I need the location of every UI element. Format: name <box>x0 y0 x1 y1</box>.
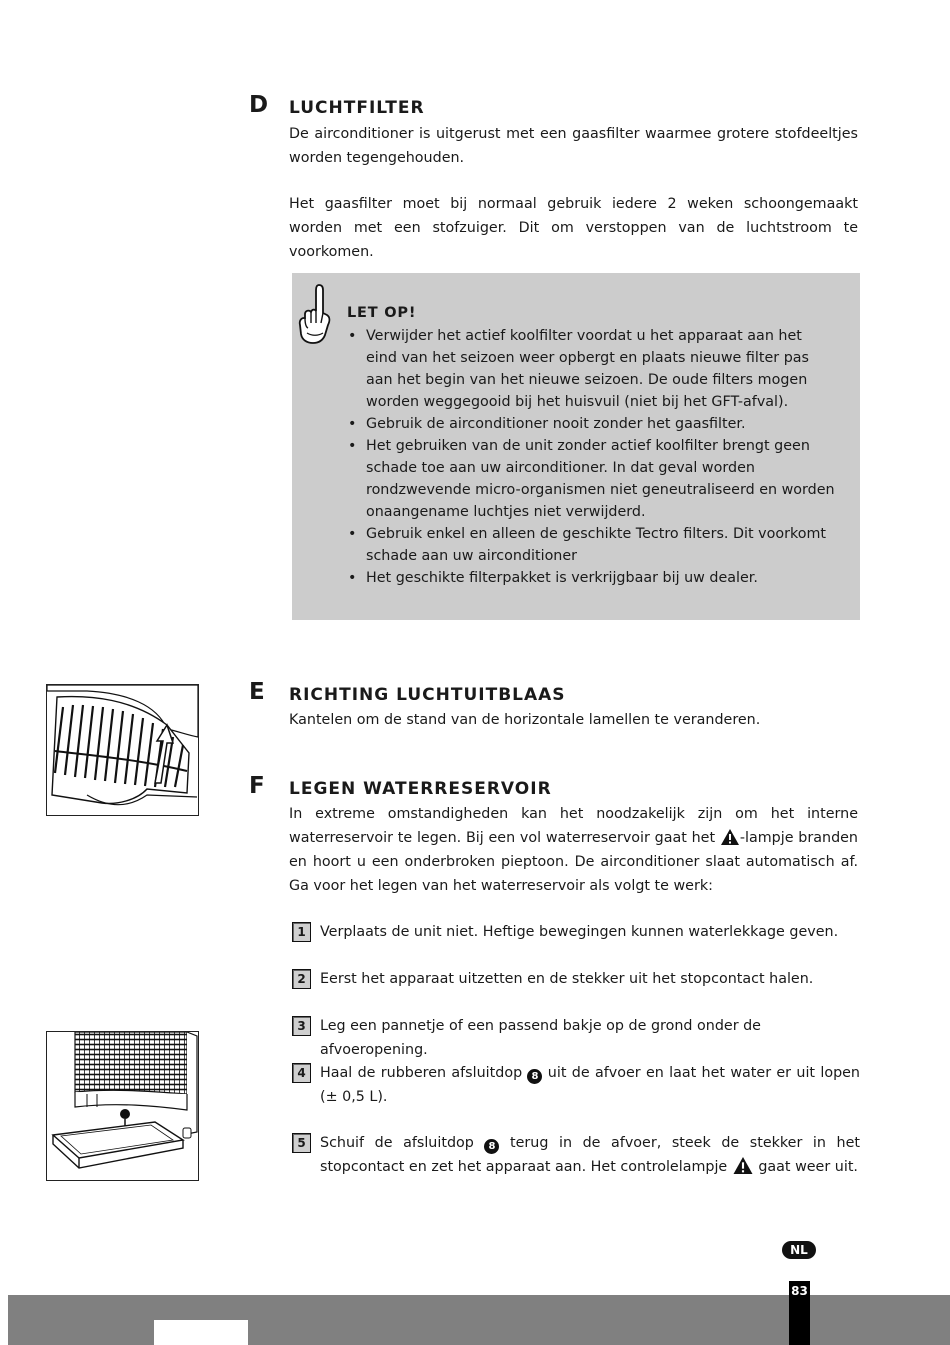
warning-icon <box>732 1156 754 1175</box>
step-5-text-part-2: terug in de afvoer, steek de stekker in het stopcontact en zet het apparaat aan. Het controlelampje <box>320 1135 860 1175</box>
section-f-paragraph <box>289 802 858 898</box>
reference-8-badge: 8 <box>527 1069 542 1084</box>
section-f-paragraph-part-1: In extreme omstandigheden kan het noodzakelijk zijn om het interne waterreservoir te legen. Bij een vol waterreservoir gaat het <box>289 806 858 846</box>
step-1-text: Verplaats de unit niet. Heftige bewegingen kunnen waterlekkage geven. <box>320 924 839 940</box>
section-d-paragraph-2: Het gaasfilter moet bij normaal gebruik iedere 2 weken schoongemaakt worden met een stofzuiger. Dit om verstoppen van de luchtstroom te voorkomen. <box>289 196 858 260</box>
section-e-title: RICHTING LUCHTUITBLAAS <box>289 685 566 705</box>
step-3-number: 3 <box>292 1016 311 1036</box>
reference-8-badge: 8 <box>484 1139 499 1154</box>
section-d-title: LUCHTFILTER <box>289 98 425 118</box>
step-4-number: 4 <box>292 1063 311 1083</box>
note-bullet-list <box>347 325 837 589</box>
step-3-text: Leg een pannetje of een passend bakje op de grond onder de afvoeropening. <box>320 1018 761 1058</box>
step-4-text-part-1: Haal de rubberen afsluitdop <box>320 1065 528 1081</box>
list-item: • Het geschikte filterpakket is verkrijgbaar bij uw dealer. <box>347 567 837 589</box>
step-4-text <box>320 1061 860 1109</box>
list-item: • Gebruik de airconditioner nooit zonder het gaasfilter. <box>347 413 837 435</box>
step-5-text-part-3: gaat weer uit. <box>753 1159 858 1175</box>
section-e-paragraph: Kantelen om de stand van de horizontale lamellen te veranderen. <box>289 712 761 728</box>
water-tray-illustration <box>46 1031 199 1181</box>
language-badge: NL <box>782 1241 816 1259</box>
section-f-paragraph-part-2: -lampje branden en hoort u een onderbroken pieptoon. De airconditioner slaat automatisch af. Ga voor het legen van het waterreservoir als volgt te werk: <box>289 830 858 894</box>
warning-icon <box>720 828 740 846</box>
section-f-letter: F <box>249 773 265 799</box>
section-d-paragraph-1: De airconditioner is uitgerust met een gaasfilter waarmee grotere stofdeeltjes worden tegengehouden. <box>289 126 858 166</box>
list-item: • Gebruik enkel en alleen de geschikte Tectro filters. Dit voorkomt schade aan uw airconditioner <box>347 523 837 567</box>
list-item: • Het gebruiken van de unit zonder actief koolfilter brengt geen schade toe aan uw airconditioner. In dat geval worden rondzwevende micro-organismen niet geneutraliseerd en worden onaangename luchtjes niet verwijderd. <box>347 435 837 523</box>
section-f-title: LEGEN WATERRESERVOIR <box>289 779 552 799</box>
list-item: • Verwijder het actief koolfilter voordat u het apparaat aan het eind van het seizoen weer opbergt en plaats nieuwe filter pas aan het begin van het nieuwe seizoen. De oude filters mogen worden weggegooid bij het huisvuil (niet bij het GFT-afval). <box>347 325 837 413</box>
pointing-finger-icon <box>297 283 331 345</box>
louver-illustration <box>46 684 199 816</box>
note-box <box>292 273 860 620</box>
section-e-letter: E <box>249 679 265 705</box>
step-4-text-part-2: uit de afvoer en laat het water er uit lopen (± 0,5 L). <box>320 1065 860 1105</box>
step-5-text <box>320 1131 860 1179</box>
step-5-number: 5 <box>292 1133 311 1153</box>
step-2-number: 2 <box>292 969 311 989</box>
note-title: LET OP! <box>347 305 417 321</box>
footer-white-tab <box>154 1320 248 1345</box>
section-d-letter: D <box>249 92 269 118</box>
page-number: 83 <box>789 1281 810 1345</box>
step-1-number: 1 <box>292 922 311 942</box>
step-5-text-part-1: Schuif de afsluitdop <box>320 1135 485 1151</box>
step-2-text: Eerst het apparaat uitzetten en de stekker uit het stopcontact halen. <box>320 971 814 987</box>
